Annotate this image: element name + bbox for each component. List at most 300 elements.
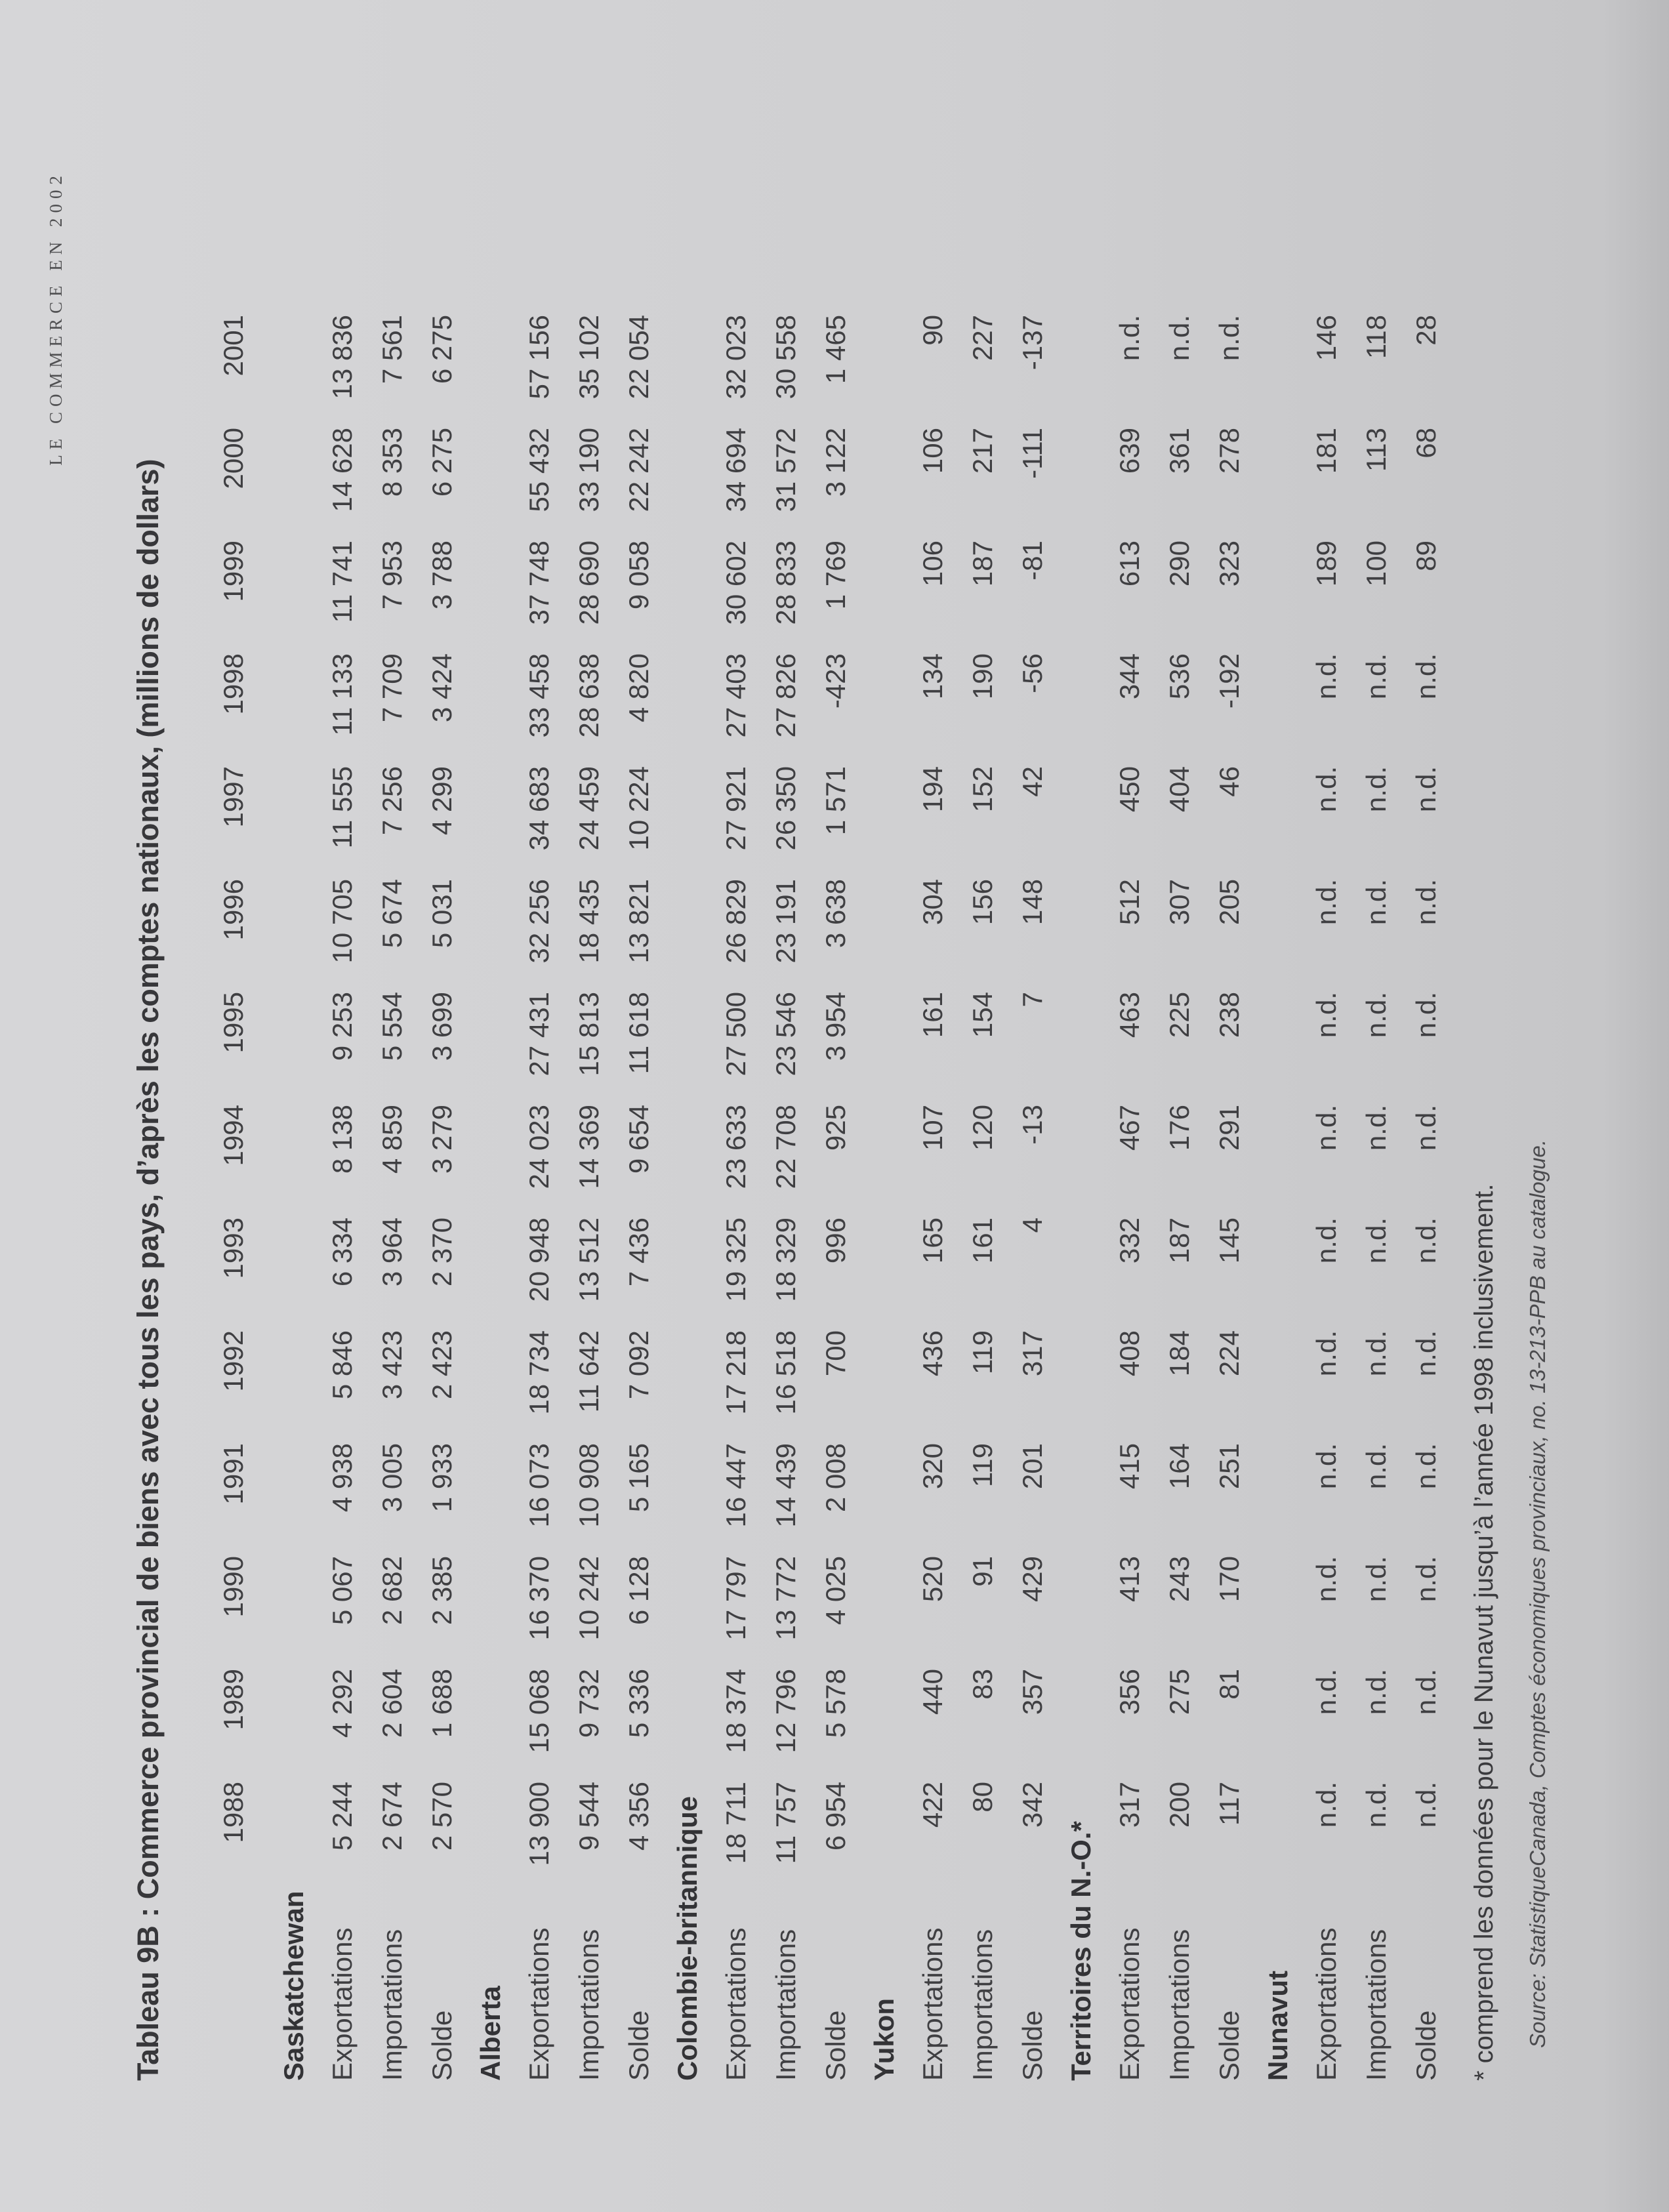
table-cell: 11 555 <box>327 766 358 849</box>
row-label: Solde <box>1017 2010 1048 2081</box>
table-cell: 1 571 <box>820 766 851 836</box>
table-cell: 187 <box>967 541 998 587</box>
table-cell: 17 797 <box>720 1556 751 1641</box>
table-cell: n.d. <box>1361 879 1391 926</box>
table-cell: 2 674 <box>377 1782 407 1851</box>
table-row <box>711 315 761 2081</box>
table-cell: 10 242 <box>573 1556 604 1641</box>
table-cell: 4 025 <box>820 1556 851 1626</box>
row-label: Importations <box>1361 1929 1391 2081</box>
table-cell: 408 <box>1114 1330 1145 1377</box>
table-cell: 1 688 <box>426 1669 457 1738</box>
table-cell: 107 <box>917 1105 948 1151</box>
table-cell: 5 165 <box>623 1443 654 1513</box>
table-cell: 9 058 <box>623 541 654 610</box>
table-cell: n.d. <box>1361 1669 1391 1715</box>
table-cell: n.d. <box>1311 992 1342 1038</box>
table-cell: n.d. <box>1311 766 1342 813</box>
table-row <box>958 315 1008 2081</box>
table-cell: 23 191 <box>770 879 801 964</box>
table-cell: 4 299 <box>426 766 457 836</box>
table-cell: -13 <box>1017 1105 1048 1145</box>
table-cell: 5 067 <box>327 1556 358 1626</box>
table-row <box>318 315 367 2081</box>
table-cell: 13 836 <box>327 315 358 399</box>
table-cell: 34 694 <box>720 428 751 512</box>
table-row <box>1008 315 1058 2081</box>
table-cell: 119 <box>967 1443 998 1487</box>
table-cell: 119 <box>967 1330 998 1374</box>
year-header: 1991 <box>218 1443 249 1505</box>
table-cell: 536 <box>1164 653 1195 700</box>
table-cell: 8 353 <box>377 428 407 497</box>
table-row <box>1155 315 1205 2081</box>
table-cell: -192 <box>1214 653 1245 709</box>
table-cell: 190 <box>967 653 998 700</box>
table-row <box>1302 315 1351 2081</box>
year-header: 1989 <box>218 1669 249 1731</box>
table-cell: 317 <box>1017 1330 1048 1377</box>
table-cell: 148 <box>1017 879 1048 926</box>
table-cell: 5 578 <box>820 1669 851 1738</box>
table-cell: 10 908 <box>573 1443 604 1528</box>
table-cell: 18 374 <box>720 1669 751 1753</box>
table-cell: 2 008 <box>820 1443 851 1513</box>
table-cell: 217 <box>967 428 998 474</box>
year-header: 1996 <box>218 879 249 941</box>
table-cell: 22 708 <box>770 1105 801 1189</box>
row-label: Solde <box>623 2010 654 2081</box>
table-cell: 18 711 <box>720 1782 751 1864</box>
table-cell: 13 821 <box>623 879 654 964</box>
table-cell: 9 544 <box>573 1782 604 1851</box>
table-cell: 23 633 <box>720 1105 751 1189</box>
table-cell: n.d. <box>1214 315 1245 361</box>
table-cell: 2 370 <box>426 1218 457 1287</box>
row-label: Solde <box>820 2010 851 2081</box>
table-cell: 89 <box>1411 541 1441 571</box>
table-cell: n.d. <box>1311 653 1342 700</box>
table-cell: 113 <box>1361 428 1391 472</box>
year-header: 1995 <box>218 992 249 1054</box>
table-cell: -56 <box>1017 653 1048 693</box>
table-cell: n.d. <box>1361 1105 1391 1151</box>
year-header: 1992 <box>218 1330 249 1392</box>
table-cell: 68 <box>1411 428 1441 459</box>
table-cell: -137 <box>1017 315 1048 371</box>
table-cell: n.d. <box>1361 992 1391 1038</box>
table-cell: n.d. <box>1361 1330 1391 1377</box>
table-cell: 5 244 <box>327 1782 358 1851</box>
table-cell: 639 <box>1114 428 1145 474</box>
table-cell: 27 431 <box>524 992 554 1076</box>
table-cell: 27 403 <box>720 653 751 738</box>
table-cell: 344 <box>1114 653 1145 700</box>
table-cell: 307 <box>1164 879 1195 926</box>
table-cell: 12 796 <box>770 1669 801 1753</box>
table-row <box>1205 315 1254 2081</box>
table-cell: 7 092 <box>623 1330 654 1400</box>
table-cell: 1 465 <box>820 315 851 384</box>
table-row <box>1105 315 1155 2081</box>
table-cell: 20 948 <box>524 1218 554 1302</box>
table-row <box>614 315 664 2081</box>
table-cell: 33 458 <box>524 653 554 738</box>
table-cell: n.d. <box>1361 1782 1391 1828</box>
table-cell: 996 <box>820 1218 851 1264</box>
table-cell: n.d. <box>1361 1556 1391 1603</box>
row-label: Exportations <box>917 1927 948 2081</box>
table-row <box>514 315 564 2081</box>
table-cell: 275 <box>1164 1669 1195 1715</box>
table-cell: 2 423 <box>426 1330 457 1400</box>
table-cell: 194 <box>917 766 948 813</box>
table-cell: 320 <box>917 1443 948 1490</box>
table-cell: 14 369 <box>573 1105 604 1189</box>
table-cell: n.d. <box>1411 1556 1441 1603</box>
table-body <box>270 315 1451 2081</box>
table-cell: 27 921 <box>720 766 751 851</box>
table-cell: 463 <box>1114 992 1145 1038</box>
table-cell: 22 054 <box>623 315 654 399</box>
table-cell: 164 <box>1164 1443 1195 1490</box>
table-cell: 14 628 <box>327 428 358 512</box>
table-cell: 57 156 <box>524 315 554 399</box>
year-header: 1993 <box>218 1218 249 1279</box>
table-cell: 415 <box>1114 1443 1145 1490</box>
row-label: Exportations <box>327 1927 358 2081</box>
table-row <box>1401 315 1451 2081</box>
section-row <box>1058 315 1105 2081</box>
table-cell: 11 618 <box>623 992 654 1075</box>
table-cell: 16 370 <box>524 1556 554 1641</box>
table-cell: 11 133 <box>327 653 358 736</box>
table-cell: 46 <box>1214 766 1245 797</box>
table-cell: n.d. <box>1411 879 1441 926</box>
table-cell: 145 <box>1214 1218 1245 1264</box>
table-cell: 5 674 <box>377 879 407 949</box>
table-cell: n.d. <box>1411 1218 1441 1264</box>
table-cell: 323 <box>1214 541 1245 587</box>
table-cell: 24 023 <box>524 1105 554 1189</box>
table-cell: 613 <box>1114 541 1145 587</box>
table-cell: 7 <box>1017 992 1048 1008</box>
table-cell: 2 604 <box>377 1669 407 1738</box>
table-cell: 176 <box>1164 1105 1195 1151</box>
table-cell: 243 <box>1164 1556 1195 1603</box>
section-heading: Nunavut <box>1262 1971 1293 2081</box>
table-cell: 332 <box>1114 1218 1145 1264</box>
table-cell: 106 <box>917 428 948 474</box>
table-cell: 8 138 <box>327 1105 358 1174</box>
table-cell: n.d. <box>1411 1782 1441 1828</box>
section-row <box>861 315 908 2081</box>
table-cell: 4 292 <box>327 1669 358 1738</box>
table-cell: 4 <box>1017 1218 1048 1233</box>
table-cell: 146 <box>1311 315 1342 361</box>
table-cell: n.d. <box>1311 1782 1342 1828</box>
table-cell: 32 256 <box>524 879 554 964</box>
table-cell: 11 757 <box>770 1782 801 1864</box>
year-header: 1999 <box>218 541 249 602</box>
table-cell: 27 500 <box>720 992 751 1076</box>
row-label: Importations <box>967 1929 998 2081</box>
section-row <box>1254 315 1302 2081</box>
row-label: Importations <box>377 1929 407 2081</box>
table-cell: 10 224 <box>623 766 654 851</box>
table-cell: 55 432 <box>524 428 554 512</box>
table-cell: 925 <box>820 1105 851 1151</box>
section-row <box>270 315 318 2081</box>
table-cell: 118 <box>1361 315 1391 359</box>
section-heading: Saskatchewan <box>278 1891 309 2081</box>
table-cell: n.d. <box>1361 1218 1391 1264</box>
table-cell: n.d. <box>1311 1556 1342 1603</box>
row-label: Solde <box>1411 2010 1441 2081</box>
table-cell: 30 602 <box>720 541 751 625</box>
table-cell: 18 329 <box>770 1218 801 1302</box>
section-row <box>664 315 711 2081</box>
table-cell: 30 558 <box>770 315 801 399</box>
table-cell: 205 <box>1214 879 1245 926</box>
year-header: 1997 <box>218 766 249 828</box>
year-header: 1998 <box>218 653 249 715</box>
table-cell: 156 <box>967 879 998 926</box>
section-heading: Colombie-britannique <box>672 1796 703 2081</box>
row-label: Exportations <box>1114 1927 1145 2081</box>
table-cell: 152 <box>967 766 998 813</box>
table-cell: n.d. <box>1311 879 1342 926</box>
table-cell: 5 031 <box>426 879 457 949</box>
year-header: 1994 <box>218 1105 249 1166</box>
table-cell: 28 <box>1411 315 1441 346</box>
table-cell: 28 638 <box>573 653 604 738</box>
table-cell: n.d. <box>1164 315 1195 361</box>
table-cell: 35 102 <box>573 315 604 399</box>
section-heading: Yukon <box>869 1997 899 2081</box>
table-cell: 291 <box>1214 1105 1245 1151</box>
table-cell: n.d. <box>1311 1669 1342 1715</box>
table-cell: n.d. <box>1411 1105 1441 1151</box>
table-cell: 2 385 <box>426 1556 457 1626</box>
table-cell: 6 128 <box>623 1556 654 1626</box>
table-cell: 9 654 <box>623 1105 654 1174</box>
table-cell: 120 <box>967 1105 998 1151</box>
table-cell: 3 122 <box>820 428 851 497</box>
table-cell: 7 256 <box>377 766 407 836</box>
table-cell: 512 <box>1114 879 1145 926</box>
table-cell: 10 705 <box>327 879 358 964</box>
row-label: Exportations <box>720 1927 751 2081</box>
table-cell: n.d. <box>1411 992 1441 1038</box>
table-cell: 81 <box>1214 1669 1245 1700</box>
row-label: Importations <box>770 1929 801 2081</box>
table-cell: 201 <box>1017 1443 1048 1490</box>
table-cell: 14 439 <box>770 1443 801 1528</box>
table-cell: 189 <box>1311 541 1342 587</box>
table-cell: n.d. <box>1411 1669 1441 1715</box>
table-cell: 2 570 <box>426 1782 457 1851</box>
table-cell: 13 512 <box>573 1218 604 1302</box>
table-row <box>761 315 811 2081</box>
year-header: 2001 <box>218 315 249 377</box>
table-cell: 28 833 <box>770 541 801 625</box>
table-cell: n.d. <box>1411 653 1441 700</box>
table-cell: 450 <box>1114 766 1145 813</box>
table-cell: 317 <box>1114 1782 1145 1828</box>
table-cell: n.d. <box>1411 1330 1441 1377</box>
table-cell: 165 <box>917 1218 948 1264</box>
table-cell: n.d. <box>1311 1105 1342 1151</box>
table-cell: 200 <box>1164 1782 1195 1828</box>
row-label: Solde <box>1214 2010 1245 2081</box>
table-cell: 13 772 <box>770 1556 801 1641</box>
table-cell: 7 709 <box>377 653 407 723</box>
table-cell: 83 <box>967 1669 998 1700</box>
table-cell: 31 572 <box>770 428 801 512</box>
table-cell: 290 <box>1164 541 1195 587</box>
footnote: * comprend les données pour le Nunavut jusqu’à l’année 1998 inclusivement. <box>1470 1183 1498 2081</box>
table-cell: 19 325 <box>720 1218 751 1302</box>
table-cell: 18 435 <box>573 879 604 964</box>
table-cell: 90 <box>917 315 948 346</box>
table-cell: 251 <box>1214 1443 1245 1490</box>
table-cell: 42 <box>1017 766 1048 797</box>
table-cell: n.d. <box>1411 766 1441 813</box>
table-cell: n.d. <box>1361 653 1391 700</box>
section-heading: Alberta <box>475 1986 506 2081</box>
table-cell: 3 964 <box>377 1218 407 1287</box>
table-cell: 4 938 <box>327 1443 358 1513</box>
row-header-corner <box>197 1895 270 2081</box>
table-cell: 440 <box>917 1669 948 1715</box>
table-cell: 3 423 <box>377 1330 407 1400</box>
table-cell: 9 253 <box>327 992 358 1061</box>
table-title: Tableau 9B : Commerce provincial de biens avec tous les pays, d’après les comptes nationaux, (millions de dollars) <box>131 459 165 2081</box>
table-cell: 161 <box>917 992 948 1038</box>
table-cell: 184 <box>1164 1330 1195 1377</box>
table-cell: 3 005 <box>377 1443 407 1513</box>
trade-table <box>197 315 1451 2081</box>
table-cell: n.d. <box>1311 1218 1342 1264</box>
table-cell: n.d. <box>1114 315 1145 361</box>
table-cell: 13 900 <box>524 1782 554 1866</box>
table-cell: 3 699 <box>426 992 457 1061</box>
section-heading: Territoires du N.-O.* <box>1065 1821 1096 2081</box>
table-cell: 3 638 <box>820 879 851 949</box>
table-cell: 26 829 <box>720 879 751 964</box>
table-cell: 227 <box>967 315 998 361</box>
table-cell: 278 <box>1214 428 1245 474</box>
table-cell: 520 <box>917 1556 948 1603</box>
table-cell: 1 769 <box>820 541 851 610</box>
table-cell: 11 642 <box>573 1330 604 1413</box>
table-cell: 7 953 <box>377 541 407 610</box>
table-cell: 224 <box>1214 1330 1245 1377</box>
table-cell: 6 275 <box>426 315 457 384</box>
table-cell: 4 859 <box>377 1105 407 1174</box>
table-row <box>564 315 614 2081</box>
table-cell: 15 068 <box>524 1669 554 1753</box>
table-cell: 22 242 <box>623 428 654 512</box>
table-cell: 6 954 <box>820 1782 851 1851</box>
table-cell: 187 <box>1164 1218 1195 1264</box>
table-cell: 16 073 <box>524 1443 554 1528</box>
section-row <box>467 315 514 2081</box>
table-cell: n.d. <box>1411 1443 1441 1490</box>
table-cell: 154 <box>967 992 998 1038</box>
table-cell: 5 846 <box>327 1330 358 1400</box>
table-cell: 7 436 <box>623 1218 654 1287</box>
table-cell: -423 <box>820 653 851 709</box>
table-cell: 24 459 <box>573 766 604 851</box>
table-cell: 15 813 <box>573 992 604 1076</box>
table-cell: 32 023 <box>720 315 751 399</box>
table-cell: 467 <box>1114 1105 1145 1151</box>
table-cell: 436 <box>917 1330 948 1377</box>
table-cell: 357 <box>1017 1669 1048 1715</box>
table-cell: 80 <box>967 1782 998 1813</box>
table-cell: 91 <box>967 1556 998 1587</box>
table-cell: 304 <box>917 879 948 926</box>
table-cell: -111 <box>1017 428 1048 479</box>
running-header: LE COMMERCE EN 2002 <box>46 171 66 466</box>
year-header-row <box>197 315 270 2081</box>
table-cell: 106 <box>917 541 948 587</box>
table-row <box>367 315 417 2081</box>
table-cell: 404 <box>1164 766 1195 813</box>
table-cell: 18 734 <box>524 1330 554 1415</box>
table-cell: 4 820 <box>623 653 654 723</box>
table-cell: 342 <box>1017 1782 1048 1828</box>
table-row <box>1351 315 1401 2081</box>
year-header: 2000 <box>218 428 249 489</box>
table-cell: 23 546 <box>770 992 801 1076</box>
table-cell: 3 788 <box>426 541 457 610</box>
table-cell: 225 <box>1164 992 1195 1038</box>
table-cell: 429 <box>1017 1556 1048 1603</box>
table-cell: 238 <box>1214 992 1245 1038</box>
table-cell: 181 <box>1311 428 1342 474</box>
table-row <box>811 315 861 2081</box>
table-cell: 16 447 <box>720 1443 751 1528</box>
table-cell: 7 561 <box>377 315 407 384</box>
row-label: Exportations <box>1311 1927 1342 2081</box>
table-cell: n.d. <box>1311 1443 1342 1490</box>
table-row <box>417 315 467 2081</box>
table-cell: 170 <box>1214 1556 1245 1603</box>
row-label: Solde <box>426 2010 457 2081</box>
year-header: 1988 <box>218 1782 249 1843</box>
table-cell: 5 554 <box>377 992 407 1061</box>
table-cell: 422 <box>917 1782 948 1828</box>
table-cell: 11 741 <box>327 541 358 623</box>
table-cell: 27 826 <box>770 653 801 738</box>
table-cell: 34 683 <box>524 766 554 851</box>
table-cell: 16 518 <box>770 1330 801 1415</box>
table-cell: 117 <box>1214 1782 1245 1826</box>
row-label: Importations <box>573 1929 604 2081</box>
table-cell: 100 <box>1361 541 1391 587</box>
table-cell: 3 424 <box>426 653 457 723</box>
row-label: Importations <box>1164 1929 1195 2081</box>
table-cell: 361 <box>1164 428 1195 474</box>
table-cell: 26 350 <box>770 766 801 851</box>
table-cell: 28 690 <box>573 541 604 625</box>
table-cell: 6 275 <box>426 428 457 497</box>
table-cell: 2 682 <box>377 1556 407 1626</box>
table-cell: 6 334 <box>327 1218 358 1287</box>
